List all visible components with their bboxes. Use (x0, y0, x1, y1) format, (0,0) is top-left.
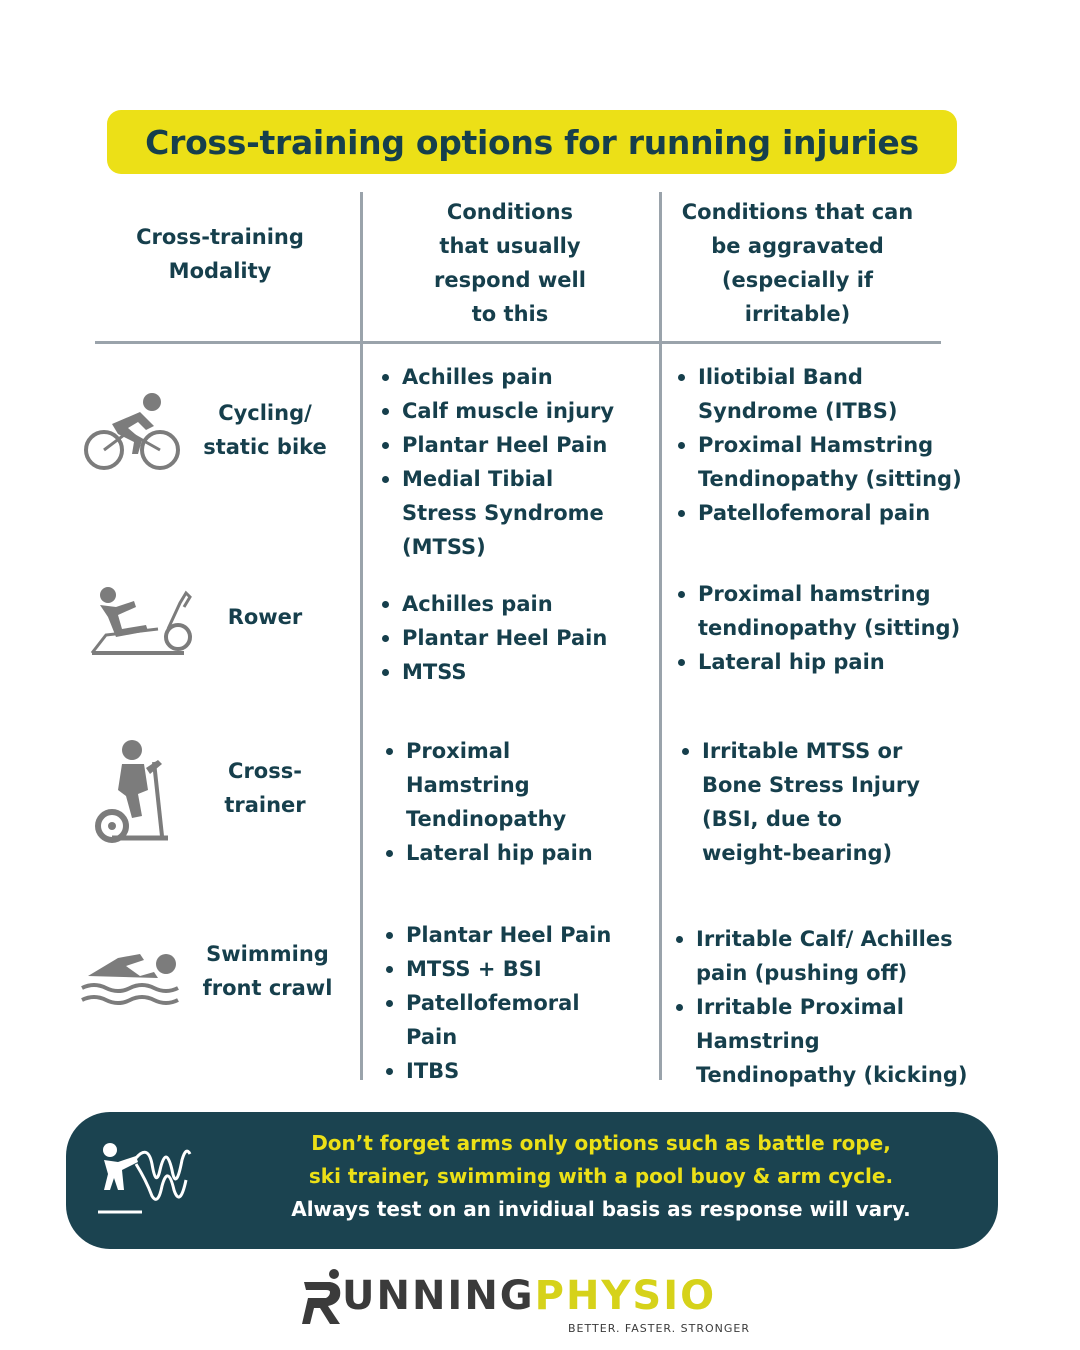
list-item: Proximal Hamstring Tendinopathy (sitting) (676, 428, 962, 496)
logo-part-physio: PHYSIO (534, 1273, 717, 1319)
aggravate-list-swimming (674, 922, 967, 1092)
aggravate-list-rower (676, 577, 960, 679)
footer-line: Don’t forget arms only options such as battle rope, (311, 1131, 891, 1155)
header-respond-line: Conditions (446, 200, 574, 224)
list-item: Irritable Calf/ Achilles pain (pushing off) (674, 922, 967, 990)
logo-wordmark (342, 1272, 716, 1320)
modality-cross-trainer (195, 754, 335, 822)
list-item: MTSS + BSI (384, 952, 611, 986)
footer-line: Always test on an invidiual basis as response will vary. (291, 1197, 911, 1221)
modality-rower (195, 600, 335, 634)
header-respond-line: that usually (439, 234, 581, 258)
list-item: Proximal hamstring tendinopathy (sitting) (676, 577, 960, 645)
list-item: Lateral hip pain (676, 645, 960, 679)
list-item: Iliotibial Band Syndrome (ITBS) (676, 360, 962, 428)
header-respond (370, 195, 650, 331)
footer-banner (66, 1112, 998, 1249)
header-respond-line: respond well (434, 268, 586, 292)
header-divider (95, 341, 941, 344)
column-divider-1 (360, 192, 363, 1080)
logo-tagline: BETTER. FASTER. STRONGER (568, 1322, 751, 1335)
list-item: Proximal Hamstring Tendinopathy (384, 734, 593, 836)
list-item: Patellofemoral Pain (384, 986, 611, 1054)
running-physio-logo (300, 1268, 780, 1340)
list-item: Lateral hip pain (384, 836, 593, 870)
modality-line: Rower (227, 605, 303, 629)
aggravate-list-cycling (676, 360, 962, 530)
list-item: Plantar Heel Pain (380, 621, 607, 655)
list-item: Irritable MTSS or Bone Stress Injury (BSI, due to weight-bearing) (680, 734, 920, 870)
modality-line: Cross- (228, 759, 302, 783)
battle-rope-icon (96, 1140, 194, 1220)
cross-trainer-icon (92, 738, 172, 844)
header-aggravate-line: irritable) (744, 302, 851, 326)
list-item: Medial Tibial Stress Syndrome (MTSS) (380, 462, 614, 564)
respond-list-rower (380, 587, 607, 689)
modality-cycling (195, 396, 335, 464)
respond-list-cycling (380, 360, 614, 564)
modality-line: trainer (224, 793, 306, 817)
aggravate-list-cross-trainer (680, 734, 920, 870)
list-item: ITBS (384, 1054, 611, 1088)
header-modality (100, 220, 340, 288)
header-aggravate-line: (especially if (721, 268, 874, 292)
logo-r-runner-icon (300, 1268, 344, 1328)
list-item: Plantar Heel Pain (380, 428, 614, 462)
list-item: Calf muscle injury (380, 394, 614, 428)
list-item: Patellofemoral pain (676, 496, 962, 530)
header-modality-line: Cross-training (136, 225, 304, 249)
swimming-icon (80, 944, 182, 1006)
rower-icon (88, 585, 196, 657)
header-respond-line: to this (471, 302, 549, 326)
respond-list-swimming (384, 918, 611, 1088)
logo-part-running: UNNING (342, 1273, 535, 1319)
modality-line: Cycling/ (218, 401, 312, 425)
footer-line: ski trainer, swimming with a pool buoy & arm cycle. (308, 1164, 894, 1188)
header-aggravate-line: be aggravated (711, 234, 884, 258)
list-item: Irritable Proximal Hamstring Tendinopathy (kicking) (674, 990, 967, 1092)
list-item: Achilles pain (380, 587, 607, 621)
modality-line: static bike (203, 435, 327, 459)
title-banner (107, 110, 957, 174)
modality-line: front crawl (202, 976, 333, 1000)
list-item: Achilles pain (380, 360, 614, 394)
header-modality-line: Modality (168, 259, 272, 283)
page-title: Cross-training options for running injuries (145, 122, 919, 162)
header-aggravate-line: Conditions that can (681, 200, 914, 224)
cycling-icon (82, 390, 182, 474)
header-aggravate (665, 195, 930, 331)
modality-line: Swimming (206, 942, 329, 966)
list-item: Plantar Heel Pain (384, 918, 611, 952)
footer-text (236, 1127, 966, 1226)
modality-swimming (185, 937, 350, 1005)
column-divider-2 (659, 192, 662, 1080)
list-item: MTSS (380, 655, 607, 689)
respond-list-cross-trainer (384, 734, 593, 870)
